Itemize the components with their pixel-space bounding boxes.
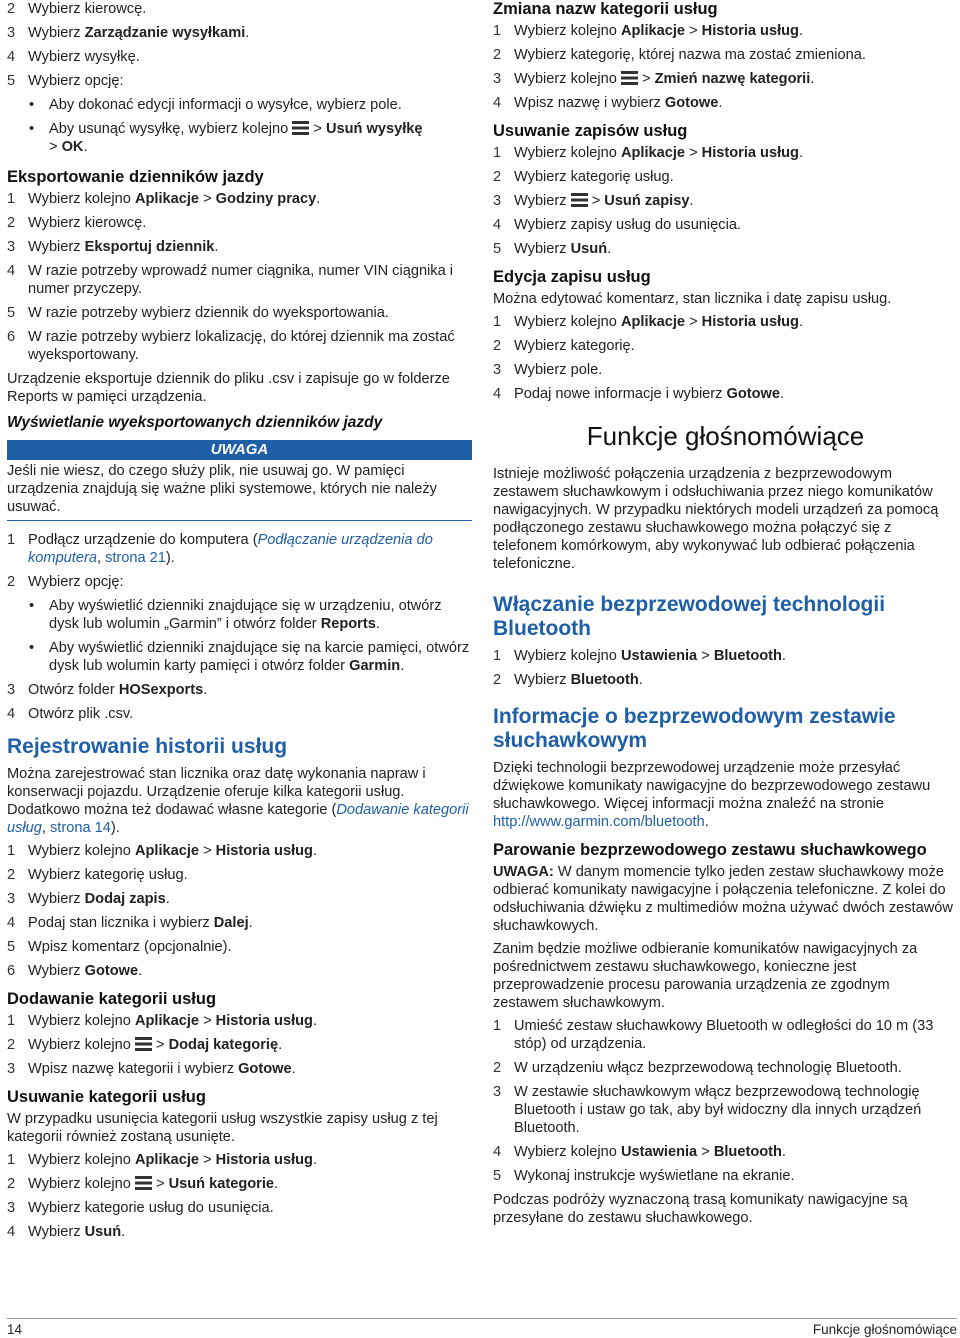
- step: 3 Wybierz Eksportuj dziennik.: [7, 239, 219, 255]
- step: 6 Wybierz Gotowe.: [7, 963, 143, 979]
- warning-text: Jeśli nie wiesz, do czego służy plik, nie usuwaj go. W pamięci urządzenia znajdują się ważne pliki systemowe, których nie należy usuwać.: [7, 463, 437, 515]
- paragraph: Istnieje możliwość połączenia urządzenia z bezprzewodowym zestawem słuchawkowym i odsłuchiwania przez niego komunikatów nawigacyjnych. W przypadku niektórych modeli urządzeń za pomocą podłączonego zestawu słuchawkowego można połączyć się z telefonem komórkowym, aby wykonywać lub odbierać połączenia telefoniczne.: [493, 466, 939, 572]
- step: 3 Otwórz folder HOSexports.: [7, 682, 208, 698]
- step: 1 Wybierz kolejno Aplikacje > Godziny pracy.: [7, 191, 321, 207]
- bullet-item: • Aby wyświetlić dzienniki znajdujące się w urządzeniu, otwórz dysk lub wolumin „Garmin” i otwórz folder Reports.: [29, 598, 442, 632]
- step: 3 Wpisz nazwę kategorii i wybierz Gotowe.: [7, 1061, 296, 1077]
- step: 1 Wybierz kolejno Aplikacje > Historia usług.: [7, 1013, 318, 1029]
- step: 4 Podaj stan licznika i wybierz Dalej.: [7, 915, 253, 931]
- step: 2 Wybierz kolejno > Dodaj kategorię.: [7, 1037, 283, 1053]
- menu-icon: [292, 121, 309, 135]
- section-heading: Eksportowanie dzienników jazdy: [7, 168, 264, 186]
- step: 1 Wybierz kolejno Aplikacje > Historia usług.: [493, 145, 804, 161]
- step: 2 Wybierz kategorię, której nazwa ma zostać zmieniona.: [493, 47, 866, 63]
- step: 3 Wybierz Zarządzanie wysyłkami.: [7, 25, 250, 41]
- section-heading: Usuwanie kategorii usług: [7, 1088, 206, 1106]
- link[interactable]: strona 14: [50, 820, 111, 836]
- step: 4 Otwórz plik .csv.: [7, 706, 134, 722]
- link[interactable]: strona 21: [105, 550, 166, 566]
- bullet-item: • Aby usunąć wysyłkę, wybierz kolejno > Usuń wysyłkę > OK.: [29, 121, 423, 155]
- step: 5 Wykonaj instrukcje wyświetlane na ekranie.: [493, 1168, 795, 1184]
- step: 2 Wybierz kolejno > Usuń kategorie.: [7, 1176, 279, 1192]
- step: 1 Wybierz kolejno Ustawienia > Bluetooth.: [493, 648, 786, 664]
- step: 4 Wpisz nazwę i wybierz Gotowe.: [493, 95, 723, 111]
- paragraph: UWAGA: W danym momencie tylko jeden zestaw słuchawkowy może odbierać komunikaty nawigacyjne i połączenia telefoniczne. Z kolei do odsłuchiwania dźwięku z multimediów można używać dwóch zestawów słuchawkowych.: [493, 864, 953, 934]
- menu-icon: [621, 71, 638, 85]
- menu-icon: [571, 193, 588, 207]
- step: 3 Wybierz kategorie usług do usunięcia.: [7, 1200, 274, 1216]
- step: 3 Wybierz pole.: [493, 362, 603, 378]
- step: 4 Wybierz kolejno Ustawienia > Bluetooth.: [493, 1144, 786, 1160]
- step: 4 Wybierz Usuń.: [7, 1224, 126, 1240]
- step: 2 Wybierz Bluetooth.: [493, 672, 643, 688]
- warning-box: [7, 440, 472, 521]
- step: 1 Wybierz kolejno Aplikacje > Historia usług.: [493, 314, 804, 330]
- step: 5 W razie potrzeby wybierz dziennik do wyeksportowania.: [7, 305, 389, 321]
- link[interactable]: Dodawanie kategorii usług: [7, 802, 469, 836]
- section-heading: Włączanie bezprzewodowej technologii Bluetooth: [493, 593, 886, 640]
- step: 2 W urządzeniu włącz bezprzewodową technologię Bluetooth.: [493, 1060, 902, 1076]
- paragraph: Urządzenie eksportuje dziennik do pliku .csv i zapisuje go w folderze Reports w pamięci urządzenia.: [7, 371, 450, 405]
- step: 5 Wybierz Usuń.: [493, 241, 612, 257]
- step: 2 Wybierz kategorię usług.: [493, 169, 674, 185]
- step: 5 Wybierz opcję:: [7, 73, 124, 89]
- step: 2 Wybierz kategorię.: [493, 338, 635, 354]
- step: 4 Wybierz wysyłkę.: [7, 49, 140, 65]
- bullet-item: • Aby dokonać edycji informacji o wysyłce, wybierz pole.: [29, 97, 402, 113]
- bullet-item: • Aby wyświetlić dzienniki znajdujące się na karcie pamięci, otwórz dysk lub wolumin karty pamięci i otwórz folder Garmin.: [29, 640, 470, 674]
- footer-title: Funkcje głośnomówiące: [812, 1322, 957, 1337]
- paragraph: Można edytować komentarz, stan licznika i datę zapisu usług.: [493, 291, 892, 307]
- left-column: [7, 0, 472, 1247]
- section-heading: Wyświetlanie wyeksportowanych dzienników jazdy: [7, 414, 383, 431]
- step: 2 Wybierz kierowcę.: [7, 1, 147, 17]
- step: 6 W razie potrzeby wybierz lokalizację, do której dziennik ma zostać wyeksportowany.: [7, 329, 455, 363]
- step: 3 Wybierz Dodaj zapis.: [7, 891, 170, 907]
- step: 1 Wybierz kolejno Aplikacje > Historia usług.: [7, 1152, 318, 1168]
- section-heading: Parowanie bezprzewodowego zestawu słuchawkowego: [493, 841, 927, 859]
- step: 5 Wpisz komentarz (opcjonalnie).: [7, 939, 232, 955]
- paragraph: Można zarejestrować stan licznika oraz datę wykonania napraw i konserwacji pojazdu. Urządzenie oferuje kilka kategorii usług. Dodatkowo można też dodawać własne kategorie (Dodawanie kategorii usług, strona 14).: [7, 766, 469, 836]
- step: 1 Wybierz kolejno Aplikacje > Historia usług.: [493, 23, 804, 39]
- step: 2 Wybierz kierowcę.: [7, 215, 147, 231]
- menu-icon: [135, 1037, 152, 1051]
- step: 1 Wybierz kolejno Aplikacje > Historia usług.: [7, 843, 318, 859]
- step: 2 Wybierz opcję:: [7, 574, 124, 590]
- link[interactable]: http://www.garmin.com/bluetooth: [493, 814, 705, 830]
- section-heading: Dodawanie kategorii usług: [7, 990, 217, 1008]
- step: 4 Wybierz zapisy usług do usunięcia.: [493, 217, 741, 233]
- section-heading: Usuwanie zapisów usług: [493, 122, 688, 140]
- right-column: [493, 0, 958, 1232]
- step: 1 Umieść zestaw słuchawkowy Bluetooth w odległości do 10 m (33 stóp) od urządzenia.: [493, 1018, 934, 1052]
- step: 4 Podaj nowe informacje i wybierz Gotowe.: [493, 386, 785, 402]
- section-heading: Zmiana nazw kategorii usług: [493, 0, 718, 18]
- page-footer: [7, 1318, 957, 1337]
- step: 4 W razie potrzeby wprowadź numer ciągnika, numer VIN ciągnika i numer przyczepy.: [7, 263, 454, 297]
- step: 3 W zestawie słuchawkowym włącz bezprzewodową technologię Bluetooth i ustaw go tak, aby był widoczny dla innych urządzeń Bluetooth.: [493, 1084, 922, 1136]
- step: 3 Wybierz kolejno > Zmień nazwę kategorii.: [493, 71, 815, 87]
- warning-label: UWAGA: [7, 440, 472, 460]
- chapter-title: Funkcje głośnomówiące: [586, 421, 865, 451]
- step: 3 Wybierz > Usuń zapisy.: [493, 193, 694, 209]
- paragraph: Podczas podróży wyznaczoną trasą komunikaty nawigacyjne są przesyłane do zestawu słuchawkowego.: [493, 1192, 908, 1226]
- paragraph: Zanim będzie możliwe odbieranie komunikatów nawigacyjnych za pośrednictwem zestawu słuchawkowego, konieczne jest przeprowadzenie procesu parowania urządzenia ze zgodnym zestawem słuchawkowym.: [493, 941, 918, 1011]
- paragraph: W przypadku usunięcia kategorii usług wszystkie zapisy usług z tej kategorii również zostaną usunięte.: [7, 1111, 438, 1145]
- section-heading: Edycja zapisu usług: [493, 268, 651, 286]
- section-heading: Informacje o bezprzewodowym zestawie słuchawkowym: [493, 705, 896, 752]
- link[interactable]: Podłączanie urządzenia do komputera: [28, 532, 433, 566]
- step: 1 Podłącz urządzenie do komputera (Podłączanie urządzenia do komputera, strona 21).: [7, 532, 433, 566]
- section-heading: Rejestrowanie historii usług: [7, 735, 288, 758]
- step: 2 Wybierz kategorię usług.: [7, 867, 188, 883]
- paragraph: Dzięki technologii bezprzewodowej urządzenie może przesyłać dźwiękowe komunikaty nawigacyjne do bezprzewodowego zestawu słuchawkowego. Więcej informacji można znaleźć na stronie http://www.garmin.com/bluetooth.: [493, 760, 931, 830]
- menu-icon: [135, 1176, 152, 1190]
- page-number: 14: [7, 1322, 23, 1337]
